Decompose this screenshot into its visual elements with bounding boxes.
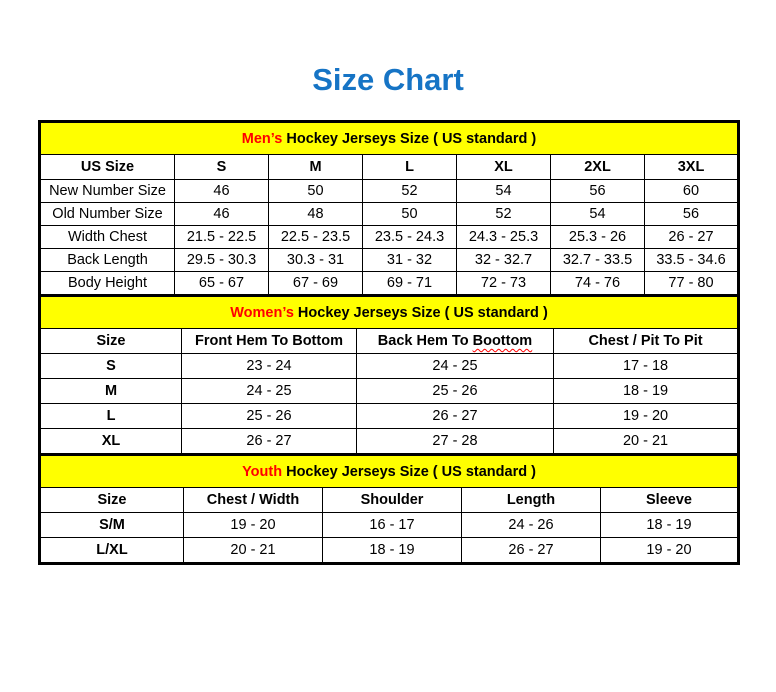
table-cell: 26 - 27	[182, 429, 357, 455]
table-cell: 33.5 - 34.6	[645, 249, 739, 272]
table-cell: 25.3 - 26	[551, 226, 645, 249]
table-row	[40, 203, 739, 226]
youth-row-label: L/XL	[40, 538, 184, 564]
womens-header-front-hem: Front Hem To Bottom	[182, 329, 357, 354]
mens-row-label: Back Length	[40, 249, 175, 272]
table-row	[40, 379, 739, 404]
table-cell: 48	[269, 203, 363, 226]
table-cell: 56	[551, 180, 645, 203]
table-row	[40, 404, 739, 429]
womens-header-row	[40, 329, 739, 354]
youth-header-sleeve: Sleeve	[601, 488, 739, 513]
mens-header-row	[40, 155, 739, 180]
page-title: Size Chart	[312, 62, 464, 97]
table-cell: 24 - 26	[462, 513, 601, 538]
table-cell: 31 - 32	[363, 249, 457, 272]
table-row	[40, 226, 739, 249]
mens-row-label: New Number Size	[40, 180, 175, 203]
table-cell: 18 - 19	[554, 379, 739, 404]
youth-section-highlight: Youth	[242, 463, 283, 480]
table-cell: 72 - 73	[457, 272, 551, 296]
mens-section-rest: Hockey Jerseys Size ( US standard )	[282, 130, 537, 147]
womens-section-title	[40, 296, 739, 329]
table-cell: 21.5 - 22.5	[175, 226, 269, 249]
mens-header-2xl: 2XL	[551, 155, 645, 180]
table-cell: 54	[457, 180, 551, 203]
table-cell: 25 - 26	[182, 404, 357, 429]
table-cell: 65 - 67	[175, 272, 269, 296]
table-cell: 52	[363, 180, 457, 203]
table-cell: 26 - 27	[645, 226, 739, 249]
table-cell: 60	[645, 180, 739, 203]
table-cell: 16 - 17	[323, 513, 462, 538]
table-cell: 19 - 20	[184, 513, 323, 538]
youth-section-rest: Hockey Jerseys Size ( US standard )	[282, 463, 536, 480]
table-row	[40, 429, 739, 455]
table-row	[40, 513, 739, 538]
mens-header-l: L	[363, 155, 457, 180]
womens-header-back-hem-misspelled: Boottom	[472, 333, 533, 349]
mens-header-m: M	[269, 155, 363, 180]
mens-row-label: Body Height	[40, 272, 175, 296]
womens-header-size: Size	[40, 329, 182, 354]
table-row	[40, 354, 739, 379]
table-cell: 32 - 32.7	[457, 249, 551, 272]
table-cell: 30.3 - 31	[269, 249, 363, 272]
mens-header-s: S	[175, 155, 269, 180]
mens-band-row	[40, 122, 739, 155]
table-row	[40, 249, 739, 272]
table-cell: 52	[457, 203, 551, 226]
youth-size-table	[38, 453, 740, 565]
table-cell: 56	[645, 203, 739, 226]
womens-section-rest: Hockey Jerseys Size ( US standard )	[293, 304, 548, 321]
table-cell: 18 - 19	[323, 538, 462, 564]
mens-section-title	[40, 122, 739, 155]
youth-band-row	[40, 455, 739, 488]
womens-section-highlight: Women’s	[230, 304, 294, 321]
youth-header-shoulder: Shoulder	[323, 488, 462, 513]
womens-row-label: M	[40, 379, 182, 404]
size-tables-container	[38, 120, 737, 565]
table-cell: 54	[551, 203, 645, 226]
womens-row-label: XL	[40, 429, 182, 455]
youth-header-row	[40, 488, 739, 513]
womens-header-chest: Chest / Pit To Pit	[554, 329, 739, 354]
table-cell: 26 - 27	[357, 404, 554, 429]
table-cell: 27 - 28	[357, 429, 554, 455]
table-cell: 46	[175, 180, 269, 203]
table-cell: 24 - 25	[182, 379, 357, 404]
table-cell: 22.5 - 23.5	[269, 226, 363, 249]
mens-header-3xl: 3XL	[645, 155, 739, 180]
table-cell: 26 - 27	[462, 538, 601, 564]
table-cell: 18 - 19	[601, 513, 739, 538]
womens-header-back-hem-prefix: Back Hem To	[377, 333, 473, 349]
table-cell: 29.5 - 30.3	[175, 249, 269, 272]
mens-header-xl: XL	[457, 155, 551, 180]
youth-header-length: Length	[462, 488, 601, 513]
table-cell: 20 - 21	[554, 429, 739, 455]
womens-row-label: S	[40, 354, 182, 379]
mens-row-label: Old Number Size	[40, 203, 175, 226]
youth-header-size: Size	[40, 488, 184, 513]
table-cell: 19 - 20	[554, 404, 739, 429]
table-row	[40, 180, 739, 203]
table-cell: 24 - 25	[357, 354, 554, 379]
youth-header-chest-width: Chest / Width	[184, 488, 323, 513]
table-cell: 17 - 18	[554, 354, 739, 379]
table-cell: 20 - 21	[184, 538, 323, 564]
table-cell: 50	[269, 180, 363, 203]
table-cell: 24.3 - 25.3	[457, 226, 551, 249]
table-cell: 74 - 76	[551, 272, 645, 296]
womens-band-row	[40, 296, 739, 329]
table-cell: 67 - 69	[269, 272, 363, 296]
mens-section-highlight: Men’s	[241, 130, 283, 147]
youth-row-label: S/M	[40, 513, 184, 538]
table-row	[40, 272, 739, 296]
womens-header-back-hem	[357, 329, 554, 354]
table-cell: 19 - 20	[601, 538, 739, 564]
womens-row-label: L	[40, 404, 182, 429]
youth-section-title	[40, 455, 739, 488]
table-cell: 69 - 71	[363, 272, 457, 296]
table-cell: 50	[363, 203, 457, 226]
table-row	[40, 538, 739, 564]
table-cell: 77 - 80	[645, 272, 739, 296]
table-cell: 23.5 - 24.3	[363, 226, 457, 249]
table-cell: 23 - 24	[182, 354, 357, 379]
table-cell: 32.7 - 33.5	[551, 249, 645, 272]
table-cell: 46	[175, 203, 269, 226]
mens-row-label: Width Chest	[40, 226, 175, 249]
table-cell: 25 - 26	[357, 379, 554, 404]
womens-size-table	[38, 294, 740, 456]
mens-header-us-size: US Size	[40, 155, 175, 180]
mens-size-table	[38, 120, 740, 297]
